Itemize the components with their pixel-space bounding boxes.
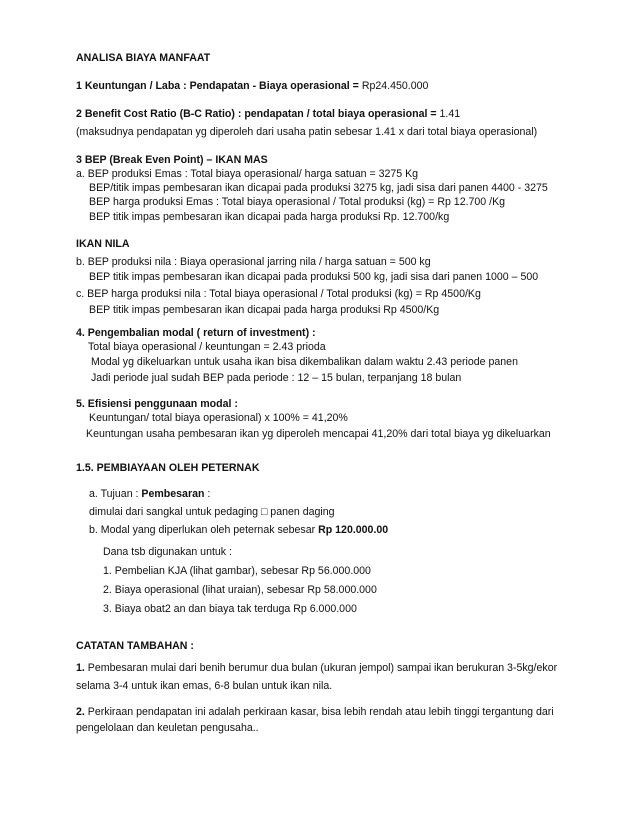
- catatan-note-2-number: 2.: [76, 706, 85, 718]
- section-5-heading: 5. Efisiensi penggunaan modal :: [76, 398, 238, 410]
- section-5-line-1: Keuntungan/ total biaya operasional) x 100% = 41,20%: [89, 412, 348, 424]
- ikan-nila-c-note: BEP titik impas pembesaran ikan dicapai pada harga produksi Rp 4500/Kg: [89, 304, 440, 316]
- section-1-5-a: [89, 488, 210, 501]
- section-3-b-note: BEP titik impas pembesaran ikan dicapai pada harga produksi Rp. 12.700/kg: [89, 211, 450, 223]
- section-4-line-2: Modal yg dikeluarkan untuk usaha ikan bisa dikembalikan dalam waktu 2.43 periode panen: [91, 356, 518, 368]
- catatan-note-1-line-2: selama 3-4 untuk ikan emas, 6-8 bulan untuk ikan nila.: [76, 680, 333, 692]
- catatan-note-1-text: Pembesaran mulai dari benih berumur dua bulan (ukuran jempol) sampai ikan berukuran 3-5kg/ekor: [84, 662, 558, 674]
- section-3-a: a. BEP produksi Emas : Total biaya operasional/ harga satuan = 3275 Kg: [76, 168, 419, 180]
- section-5-line-2: Keuntungan usaha pembesaran ikan yg diperoleh mencapai 41,20% dari total biaya yg dikeluarkan: [86, 428, 551, 440]
- section-1-5-dana: Dana tsb digunakan untuk :: [103, 546, 232, 558]
- section-1-5-item-3: 3. Biaya obat2 an dan biaya tak terduga Rp 6.000.000: [103, 603, 357, 615]
- section-2: [76, 108, 460, 121]
- section-3-heading: 3 BEP (Break Even Point) – IKAN MAS: [76, 154, 268, 166]
- catatan-heading: CATATAN TAMBAHAN :: [76, 640, 194, 652]
- section-2-label: 2 Benefit Cost Ratio (B-C Ratio) : pendapatan / total biaya operasional =: [76, 108, 440, 120]
- section-1: [76, 80, 428, 93]
- section-1-5-item-1: 1. Pembelian KJA (lihat gambar), sebesar Rp 56.000.000: [103, 565, 371, 577]
- catatan-note-1-number: 1.: [76, 662, 85, 674]
- section-4-heading: 4. Pengembalian modal ( return of investment) :: [76, 327, 316, 339]
- section-2-note: (maksudnya pendapatan yg diperoleh dari usaha patin sebesar 1.41 x dari total biaya operasional): [76, 126, 538, 138]
- section-1-5-a-prefix: a. Tujuan :: [89, 488, 142, 500]
- ikan-nila-b-note: BEP titik impas pembesaran ikan dicapai pada produksi 500 kg, jadi sisa dari panen 1000 – 500: [89, 271, 539, 283]
- section-1-5-item-2: 2. Biaya operasional (lihat uraian), sebesar Rp 58.000.000: [103, 584, 377, 596]
- section-4-line-3: Jadi periode jual sudah BEP pada periode : 12 – 15 bulan, terpanjang 18 bulan: [91, 372, 462, 384]
- section-1-value: Rp24.450.000: [361, 80, 429, 92]
- catatan-note-2-line-2: pengelolaan dan keuletan pengusaha..: [76, 722, 259, 734]
- section-1-5-b-bold: Rp 120.000.00: [318, 524, 389, 536]
- ikan-nila-c: c. BEP harga produksi nila : Total biaya operasional / Total produksi (kg) = Rp 4500/Kg: [76, 288, 481, 300]
- catatan-note-2-text: Perkiraan pendapatan ini adalah perkiraan kasar, bisa lebih rendah atau lebih tinggi tergantung dari: [84, 706, 554, 718]
- ikan-nila-b: b. BEP produksi nila : Biaya operasional jarring nila / harga satuan = 500 kg: [76, 256, 431, 268]
- section-1-5-a-bold: Pembesaran: [141, 488, 205, 500]
- section-1-5-b-prefix: b. Modal yang diperlukan oleh peternak sebesar: [89, 524, 319, 536]
- catatan-note-2-line-1: [76, 706, 554, 719]
- section-4-line-1: Total biaya operasional / keuntungan = 2.43 prioda: [88, 341, 326, 353]
- document-title: ANALISA BIAYA MANFAAT: [76, 52, 211, 64]
- catatan-note-1-line-1: [76, 662, 557, 675]
- section-3-b: BEP harga produksi Emas : Total biaya operasional / Total produksi (kg) = Rp 12.700 /Kg: [89, 196, 506, 208]
- ikan-nila-heading: IKAN NILA: [76, 238, 130, 250]
- section-1-5-b: [89, 524, 388, 537]
- section-2-value: 1.41: [439, 108, 461, 120]
- section-1-5-heading: 1.5. PEMBIAYAAN OLEH PETERNAK: [76, 462, 260, 474]
- section-1-5-a-suffix: :: [204, 488, 211, 500]
- section-1-5-a-desc: dimulai dari sangkal untuk pedaging □ panen daging: [89, 506, 335, 518]
- section-1-label: 1 Keuntungan / Laba : Pendapatan - Biaya operasional =: [76, 80, 362, 92]
- section-3-a-note: BEP/titik impas pembesaran ikan dicapai pada produksi 3275 kg, jadi sisa dari panen 4400 - 3275: [89, 182, 548, 194]
